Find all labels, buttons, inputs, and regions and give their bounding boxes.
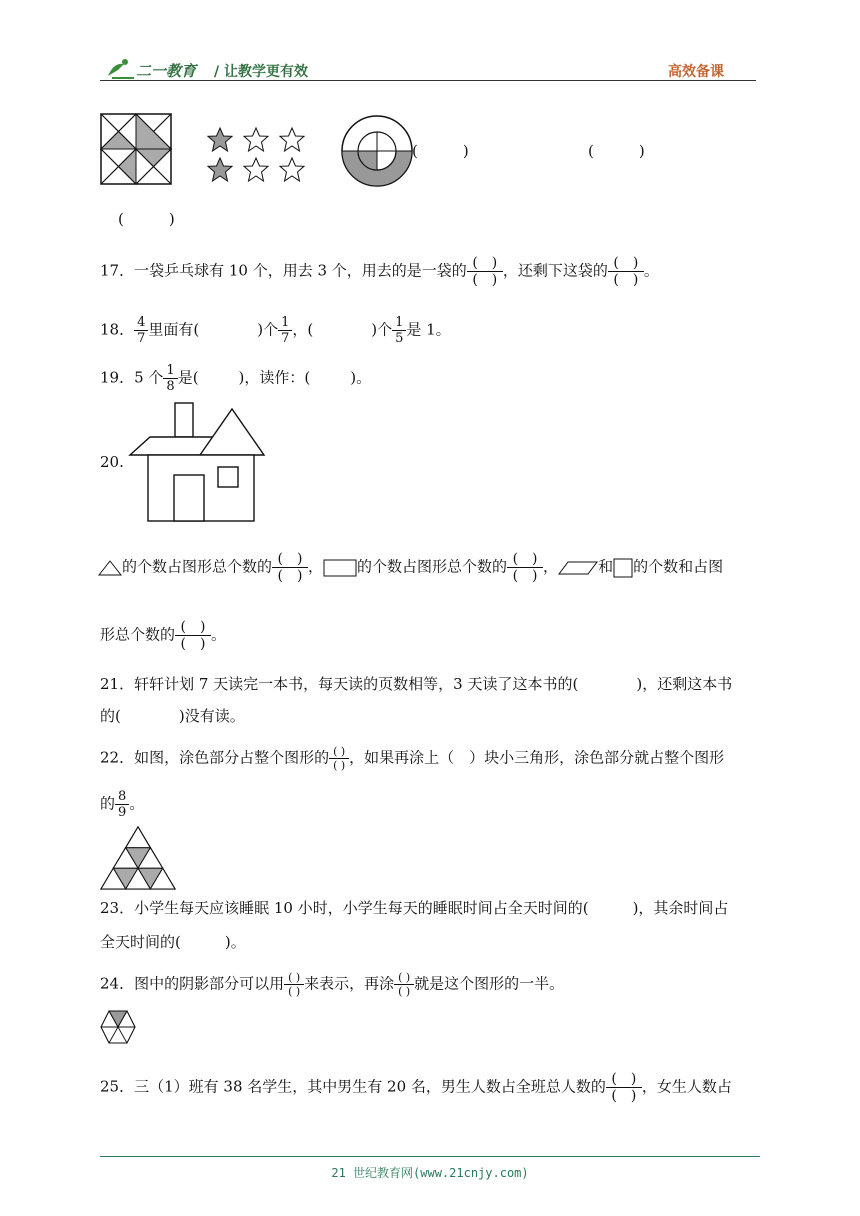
q20-text-f: 的个数和占图 — [633, 557, 724, 576]
q21-text-c: 的( — [100, 707, 121, 725]
q24-number: 24． — [100, 974, 135, 993]
q16-stars-figure — [202, 124, 312, 186]
q20-fraction-blank-1[interactable]: $\frac{( )}{( )}$ — [272, 552, 308, 583]
question-19 — [100, 364, 371, 393]
footer-text: 21 世纪教育网(www.21cnjy.com) — [331, 1166, 529, 1180]
q16-circle-figure — [340, 114, 414, 188]
q24-text-c: 就是这个图形的一半。 — [414, 974, 565, 993]
parallelogram-icon — [558, 561, 598, 575]
q18-fraction-1-7: $\frac{1}{7}$ — [278, 316, 292, 345]
q25-fraction-blank[interactable]: $\frac{( )}{( )}$ — [606, 1072, 642, 1103]
q20-text-h: 。 — [211, 625, 227, 644]
q18-number: 18． — [100, 320, 135, 339]
question-20-line-1 — [98, 552, 723, 583]
q19-text-c: )，读作：( — [238, 368, 311, 387]
question-25 — [100, 1072, 732, 1103]
logo-text: 二一教育 — [136, 62, 197, 80]
question-22-line-2 — [100, 790, 144, 819]
q20-text-e: 和 — [598, 557, 614, 576]
q18-text-b: )个 — [257, 320, 279, 339]
q24-fraction-blank-1[interactable]: $\frac{( )}{( )}$ — [284, 972, 304, 997]
q22-number: 22． — [100, 748, 135, 767]
q19-fraction-1-8: $\frac{1}{8}$ — [163, 364, 177, 393]
q18-fraction-1-5: $\frac{1}{5}$ — [392, 316, 406, 345]
rectangle-icon — [323, 559, 357, 577]
q18-fraction-4-7: $\frac{4}{7}$ — [134, 316, 148, 345]
q21-text-d: )没有读。 — [178, 707, 245, 725]
q16-blank-1[interactable]: ( ) — [412, 142, 469, 160]
q20-text-d: ， — [543, 557, 559, 576]
q18-text-c: ，( — [292, 320, 314, 339]
q17-fraction-blank-1[interactable]: $\frac{( )}{( )}$ — [467, 256, 503, 287]
q19-text-d: )。 — [350, 368, 372, 387]
q23-text-a: 小学生每天应该睡眠 10 小时，小学生每天的睡眠时间占全天时间的( — [134, 899, 589, 917]
q19-text-a: 5 个 — [134, 368, 164, 387]
q24-hexagon-figure — [100, 1010, 136, 1044]
q19-text-b: 是( — [177, 368, 199, 387]
header-right-label: 高效备课 — [668, 64, 724, 80]
question-18 — [100, 316, 451, 345]
q17-text-b: ，还剩下这袋的 — [502, 261, 608, 280]
q21-text-b: )，还剩这本书 — [636, 675, 733, 693]
q18-text-e: 是 1。 — [406, 320, 451, 339]
q22-text-a: 如图，涂色部分占整个图形的 — [134, 748, 330, 767]
question-23-line-2 — [100, 932, 246, 952]
question-21-line-2 — [100, 706, 245, 726]
q17-text-c: 。 — [643, 261, 659, 280]
q17-fraction-blank-2[interactable]: $\frac{( )}{( )}$ — [608, 256, 644, 287]
q20-text-g: 形总个数的 — [100, 625, 176, 644]
q22-fraction-blank[interactable]: $\frac{( )}{( )}$ — [329, 746, 349, 771]
footer-divider — [100, 1156, 760, 1157]
q20-fraction-blank-3[interactable]: $\frac{( )}{( )}$ — [175, 620, 211, 651]
q19-number: 19． — [100, 368, 135, 387]
q24-fraction-blank-2[interactable]: $\frac{( )}{( )}$ — [394, 972, 414, 997]
q22-fraction-8-9: $\frac{8}{9}$ — [115, 790, 129, 819]
q20-text-a: 的个数占图形总个数的 — [122, 557, 273, 576]
q21-number: 21． — [100, 675, 135, 693]
q23-text-d: )。 — [224, 933, 246, 951]
q22-text-d: 。 — [129, 794, 145, 813]
q22-text-c: 的 — [100, 794, 116, 813]
q16-blank-3[interactable]: ( ) — [118, 210, 175, 228]
q22-triangle-figure — [100, 826, 176, 890]
question-20-line-2 — [100, 620, 226, 651]
q24-text-b: 来表示，再涂 — [304, 974, 395, 993]
question-24 — [100, 972, 564, 997]
q25-number: 25． — [100, 1077, 135, 1096]
q16-square-figure — [100, 113, 172, 185]
q20-fraction-blank-2[interactable]: $\frac{( )}{( )}$ — [507, 552, 543, 583]
q22-text-b: ，如果再涂上（ ）块小三角形，涂色部分就占整个图形 — [349, 748, 725, 767]
q24-text-a: 图中的阴影部分可以用 — [134, 974, 285, 993]
q20-number: 20. — [100, 453, 124, 471]
q21-text-a: 轩轩计划 7 天读完一本书，每天读的页数相等，3 天读了这本书的( — [134, 675, 579, 693]
question-22-line-1 — [100, 746, 724, 771]
header-slogan: / 让教学更有效 — [214, 64, 308, 80]
q20-text-c: 的个数占图形总个数的 — [357, 557, 508, 576]
square-icon — [613, 558, 633, 578]
q25-text-a: 三（1）班有 38 名学生，其中男生有 20 名，男生人数占全班总人数的 — [134, 1077, 606, 1096]
q25-text-b: ，女生人数占 — [641, 1077, 732, 1096]
q18-text-d: )个 — [371, 320, 393, 339]
q23-number: 23． — [100, 899, 135, 917]
q17-number: 17． — [100, 261, 135, 280]
q23-text-c: 全天时间的( — [100, 933, 181, 951]
question-21-line-1 — [100, 674, 732, 694]
q16-blank-2[interactable]: ( ) — [588, 142, 645, 160]
question-17 — [100, 256, 659, 287]
triangle-icon — [98, 560, 122, 576]
q20-text-b: ， — [308, 557, 324, 576]
q17-text-a: 一袋乒乓球有 10 个，用去 3 个，用去的是一袋的 — [134, 261, 467, 280]
q20-house-figure — [128, 401, 268, 525]
q23-text-b: )，其余时间占 — [632, 899, 729, 917]
question-23-line-1 — [100, 898, 728, 918]
header-divider — [100, 80, 756, 81]
q18-text-a: 里面有( — [148, 320, 200, 339]
